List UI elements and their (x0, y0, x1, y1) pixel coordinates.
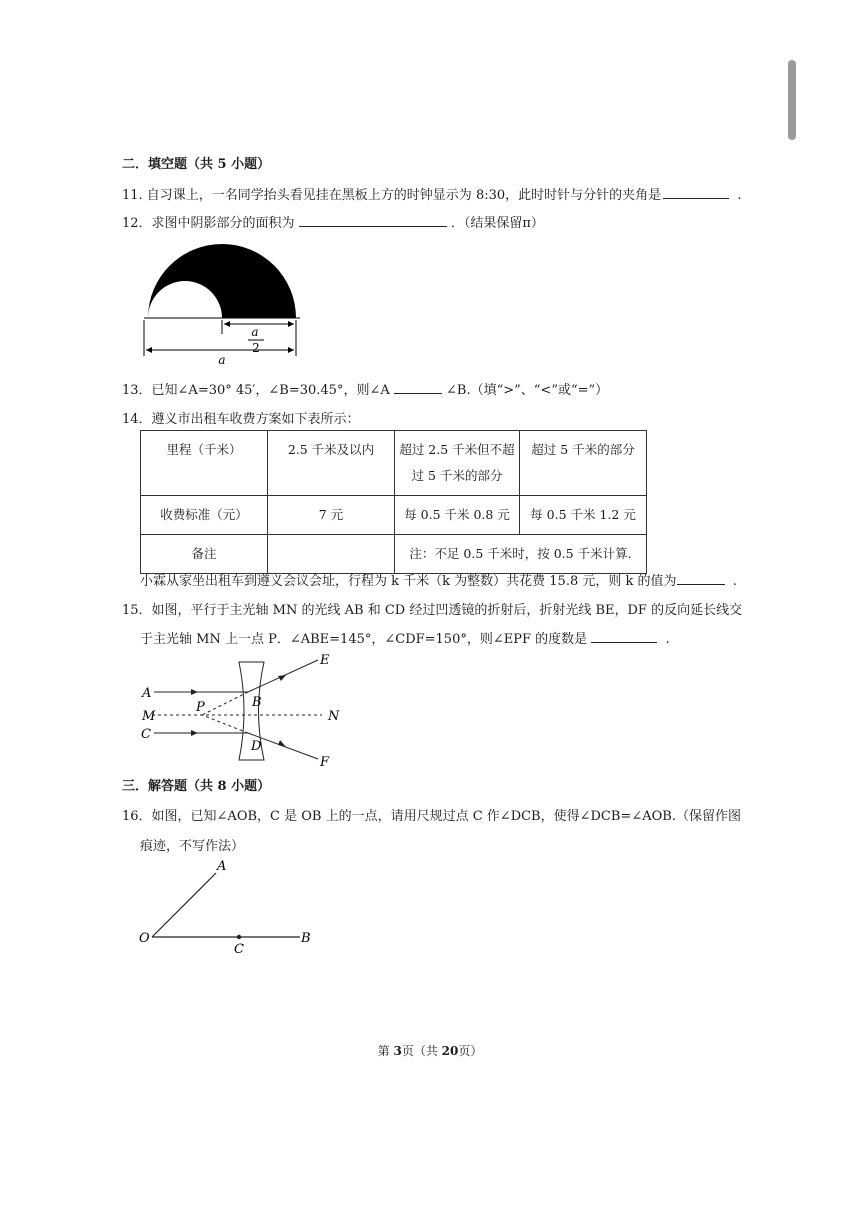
table-cell: 备注 (141, 535, 268, 574)
table-cell: 超过 5 千米的部分 (520, 431, 647, 496)
question-14-tail: . (732, 574, 737, 589)
concave-lens-figure (136, 652, 356, 770)
question-13-tail: ∠B.（填“>”、“<”或“=”） (446, 383, 609, 398)
label-E: E (320, 653, 330, 668)
table-cell: 里程（千米） (141, 431, 268, 496)
label-B: B (252, 695, 262, 710)
answer-blank (663, 186, 729, 199)
label-M: M (142, 709, 156, 724)
point-C (237, 935, 241, 939)
label-full-width: a (218, 353, 226, 367)
page-footer (0, 1042, 860, 1059)
question-14-followup (140, 570, 737, 589)
section-3-title: 三．解答题（共 8 小题） (122, 779, 271, 794)
table-cell: 收费标准（元） (141, 496, 268, 535)
question-11 (122, 184, 742, 203)
label-F: F (320, 755, 330, 770)
table-cell: 7 元 (268, 496, 395, 535)
footer-suffix: 页） (458, 1044, 483, 1058)
table-cell: 每 0.5 千米 1.2 元 (520, 496, 647, 535)
question-15-line1: 15．如图，平行于主光轴 MN 的光线 AB 和 CD 经过凹透镜的折射后，折射光线 BE，DF 的反向延长线交 (122, 603, 743, 618)
label-A: A (142, 686, 152, 701)
footer-total-pages: 20 (441, 1044, 459, 1058)
label-B: B (301, 931, 311, 946)
scrollbar-thumb[interactable] (788, 60, 796, 140)
answer-blank (394, 381, 442, 394)
label-N: N (328, 709, 340, 724)
question-15-line2: 于主光轴 MN 上一点 P．∠ABE=145°，∠CDF=150°，则∠EPF 的度数是 (140, 632, 588, 647)
table-cell (268, 535, 395, 574)
label-O: O (139, 931, 150, 946)
question-11-tail: . (737, 188, 742, 203)
angle-aob-figure (134, 856, 324, 956)
question-15-tail: . (665, 632, 670, 647)
table-cell: 注：不足 0.5 千米时，按 0.5 千米计算. (395, 535, 647, 574)
question-16-line1: 16．如图，已知∠AOB，C 是 OB 上的一点，请用尺规过点 C 作∠DCB，使得∠DCB=∠AOB.（保留作图 (122, 809, 741, 824)
fare-table (140, 430, 647, 574)
question-13 (122, 379, 608, 398)
question-14-text: 14．遵义市出租车收费方案如下表所示： (122, 412, 360, 427)
label-half-numerator: a (251, 325, 259, 339)
footer-middle: 页（共 (401, 1044, 442, 1058)
footer-page-number: 3 (393, 1044, 402, 1058)
label-half-denominator: 2 (252, 341, 260, 355)
answer-blank (591, 630, 657, 643)
footer-prefix: 第 (377, 1044, 394, 1058)
table-cell: 2.5 千米及以内 (268, 431, 395, 496)
label-A: A (217, 859, 227, 874)
question-15-line2-wrap (140, 628, 670, 647)
question-12 (122, 212, 544, 231)
question-12-text: 12．求图中阴影部分的面积为 (122, 216, 295, 231)
answer-blank (299, 214, 447, 227)
table-cell: 每 0.5 千米 0.8 元 (395, 496, 520, 535)
question-12-tail: ．（结果保留π） (450, 216, 544, 231)
label-C: C (141, 727, 151, 742)
label-P: P (196, 700, 205, 715)
question-11-text: 11. 自习课上，一名同学抬头看见挂在黑板上方的时钟显示为 8:30，此时时针与分针的夹角是 (122, 188, 662, 203)
question-14-followup-text: 小霖从家坐出租车到遵义会议会址，行程为 k 千米（k 为整数）共花费 15.8 元，则 k 的值为 (140, 574, 677, 589)
label-C: C (234, 942, 244, 956)
label-D: D (251, 739, 262, 754)
ray-OA (152, 873, 216, 937)
table-cell: 超过 2.5 千米但不超过 5 千米的部分 (395, 431, 520, 496)
shaded-semicircle-figure (130, 240, 310, 370)
question-16-line2: 痕迹，不写作法） (140, 839, 245, 854)
answer-blank (677, 572, 725, 585)
section-2-title: 二．填空题（共 5 小题） (122, 157, 271, 172)
question-13-text: 13．已知∠A=30° 45′，∠B=30.45°，则∠A (122, 383, 390, 398)
